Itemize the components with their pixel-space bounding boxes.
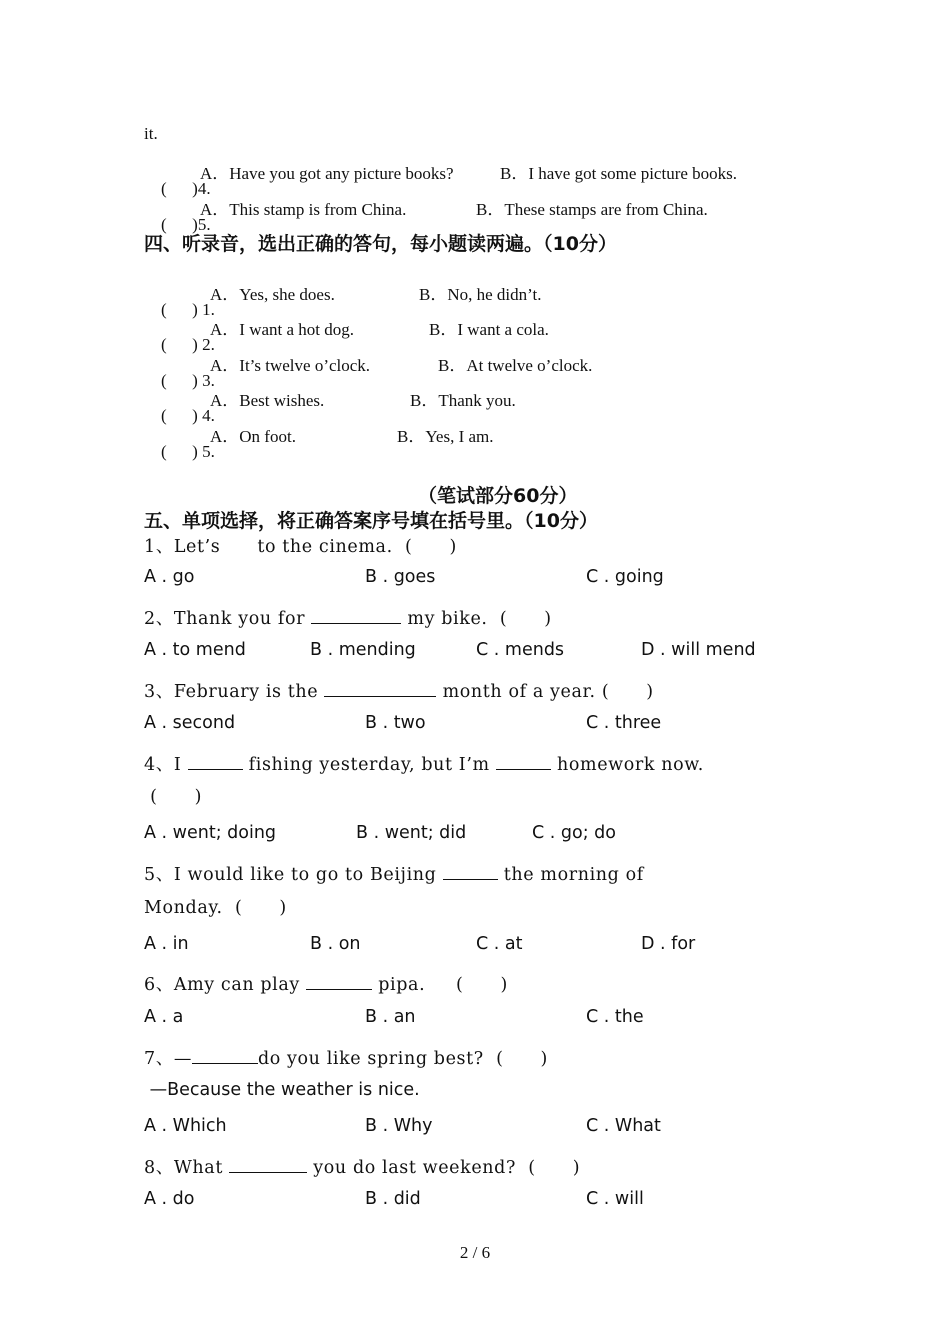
option-a: A . went; doing bbox=[144, 823, 277, 843]
question-text: 3、February is the bbox=[144, 682, 325, 702]
answer-blank bbox=[306, 975, 372, 990]
option-b: B．Yes, I am. bbox=[397, 427, 494, 446]
question-text: 4、I bbox=[144, 755, 188, 775]
section-5-title: 五、单项选择，将正确答案序号填在括号里。（10分） bbox=[144, 510, 598, 532]
answer-blank bbox=[229, 1158, 307, 1173]
option-a: A．Best wishes. bbox=[210, 391, 325, 410]
page-number: 2 / 6 bbox=[459, 1243, 491, 1262]
question-text: 2、Thank you for bbox=[144, 609, 312, 629]
question-3 bbox=[144, 678, 654, 703]
option-b: B．These stamps are from China. bbox=[476, 200, 708, 219]
option-b: B . two bbox=[365, 713, 426, 733]
option-a: A . in bbox=[144, 934, 189, 954]
question-5-line-2: Monday. ( ) bbox=[144, 898, 287, 918]
question-text: you do last weekend? ( ) bbox=[307, 1158, 581, 1178]
option-b: B．At twelve o’clock. bbox=[438, 356, 593, 375]
answer-blank bbox=[311, 609, 401, 624]
option-a: A．It’s twelve o’clock. bbox=[210, 356, 371, 375]
option-b: B．No, he didn’t. bbox=[419, 285, 542, 304]
option-c: C . going bbox=[586, 567, 664, 587]
question-number: ( ) 5. bbox=[161, 442, 215, 461]
option-b: B . goes bbox=[365, 567, 436, 587]
option-a: A．This stamp is from China. bbox=[200, 200, 407, 219]
option-a: A．I want a hot dog. bbox=[210, 320, 355, 339]
question-7 bbox=[144, 1045, 548, 1070]
question-text: pipa. ( ) bbox=[372, 975, 508, 995]
option-a: A . go bbox=[144, 567, 195, 587]
option-a: A . a bbox=[144, 1007, 184, 1027]
option-a: A . Which bbox=[144, 1116, 227, 1136]
option-b: B . went; did bbox=[356, 823, 467, 843]
option-a: A . to mend bbox=[144, 640, 246, 660]
option-b: B . mending bbox=[310, 640, 416, 660]
continuation-text: it. bbox=[144, 124, 158, 143]
question-8 bbox=[144, 1154, 580, 1179]
option-c: C . the bbox=[586, 1007, 644, 1027]
question-text: 7、— bbox=[144, 1049, 192, 1069]
question-text: 6、Amy can play bbox=[144, 975, 307, 995]
answer-blank bbox=[443, 865, 498, 880]
option-d: D . for bbox=[641, 934, 696, 954]
answer-blank bbox=[192, 1049, 258, 1064]
question-number: ( ) 2. bbox=[161, 335, 215, 354]
option-b: B . on bbox=[310, 934, 361, 954]
option-c: C . mends bbox=[476, 640, 565, 660]
question-number: ( )5. bbox=[161, 215, 211, 234]
option-c: C . What bbox=[586, 1116, 661, 1136]
question-text: 5、I would like to go to Beijing bbox=[144, 865, 443, 885]
option-c: C . three bbox=[586, 713, 662, 733]
question-text: homework now. bbox=[550, 755, 704, 775]
section-4-title: 四、听录音，选出正确的答句，每小题读两遍。（10分） bbox=[144, 233, 617, 255]
question-text: my bike. ( ) bbox=[401, 609, 552, 629]
question-1: 1、Let’s to the cinema. ( ) bbox=[144, 537, 457, 557]
question-number: ( ) 3. bbox=[161, 371, 215, 390]
question-number: ( )4. bbox=[161, 179, 211, 198]
option-c: C . will bbox=[586, 1189, 644, 1209]
question-6 bbox=[144, 971, 508, 996]
answer-blank bbox=[496, 755, 551, 770]
option-c: C . go; do bbox=[532, 823, 616, 843]
option-b: B . did bbox=[365, 1189, 421, 1209]
question-7-answer: —Because the weather is nice. bbox=[144, 1080, 420, 1100]
question-5 bbox=[144, 861, 644, 886]
question-text: month of a year. ( ) bbox=[436, 682, 654, 702]
question-text: the morning of bbox=[497, 865, 644, 885]
written-part-title: （笔试部分60分） bbox=[418, 485, 578, 507]
answer-blank bbox=[188, 755, 243, 770]
question-4-paren: ( ) bbox=[144, 787, 202, 807]
option-b: B．I want a cola. bbox=[429, 320, 549, 339]
option-b: B . Why bbox=[365, 1116, 433, 1136]
question-2 bbox=[144, 605, 552, 630]
option-b: B．Thank you. bbox=[410, 391, 516, 410]
option-a: A．Yes, she does. bbox=[210, 285, 335, 304]
option-a: A . second bbox=[144, 713, 236, 733]
option-c: C . at bbox=[476, 934, 523, 954]
question-text: 8、What bbox=[144, 1158, 230, 1178]
answer-blank bbox=[324, 682, 436, 697]
option-a: A . do bbox=[144, 1189, 195, 1209]
option-b: B . an bbox=[365, 1007, 416, 1027]
option-a: A．On foot. bbox=[210, 427, 296, 446]
question-number: ( ) 4. bbox=[161, 406, 215, 425]
option-d: D . will mend bbox=[641, 640, 756, 660]
question-number: ( ) 1. bbox=[161, 300, 215, 319]
question-text: do you like spring best? ( ) bbox=[257, 1049, 548, 1069]
option-b: B．I have got some picture books. bbox=[500, 164, 738, 183]
question-text: fishing yesterday, but I’m bbox=[242, 755, 496, 775]
option-a: A．Have you got any picture books? bbox=[200, 164, 454, 183]
question-4 bbox=[144, 751, 704, 776]
